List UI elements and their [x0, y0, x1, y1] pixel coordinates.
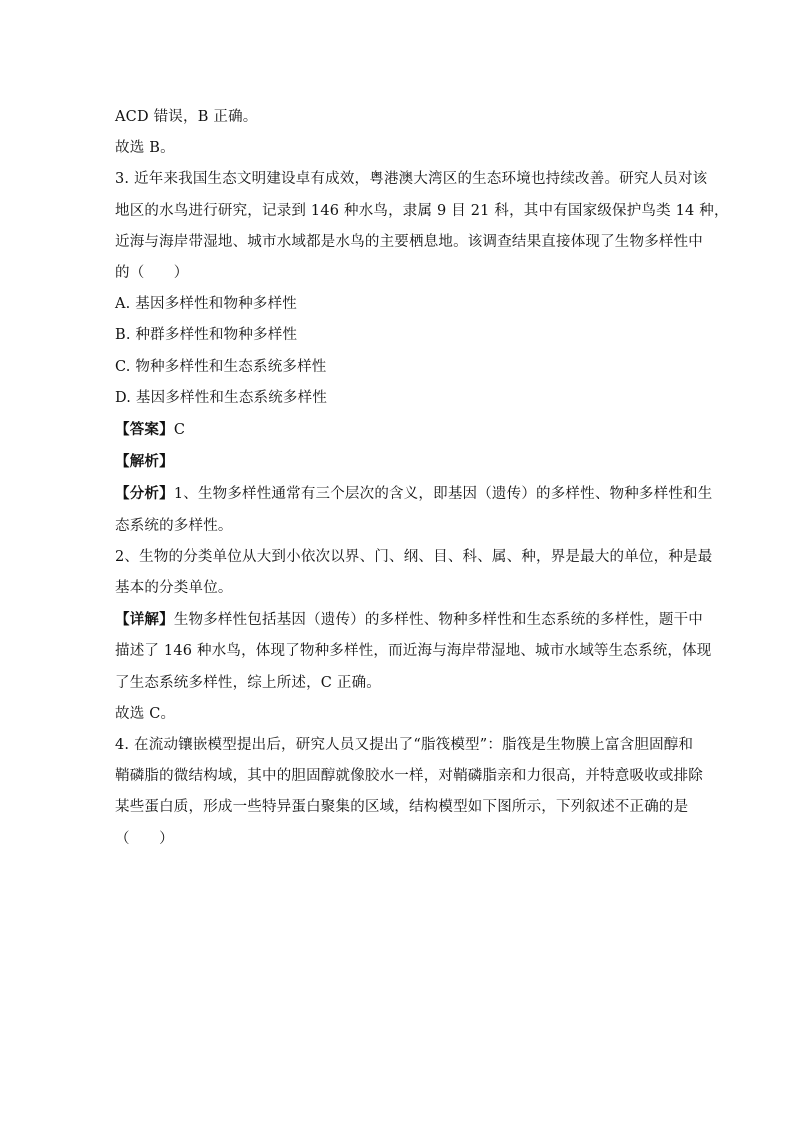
option-a: [115, 289, 685, 320]
option-c: [115, 352, 685, 383]
text-line: [115, 824, 685, 855]
line-text: 故选 C。: [115, 705, 176, 722]
line-text: 3. 近年来我国生态文明建设卓有成效，粤港澳大湾区的生态环境也持续改善。研究人员对该: [115, 171, 708, 188]
analysis-sub-tag: 【分析】: [115, 485, 174, 503]
line-text: 的（ ）: [115, 265, 189, 282]
text-line: [115, 258, 685, 289]
line-text: 2、生物的分类单位从大到小依次以界、门、纲、目、科、属、种，界是最大的单位，种是最: [115, 548, 713, 565]
line-text: C. 物种多样性和生态系统多样性: [115, 358, 327, 375]
text-line: [115, 196, 729, 227]
text-line: [115, 102, 685, 133]
line-text: 生物多样性包括基因（遗传）的多样性、物种多样性和生态系统的多样性，题干中: [173, 612, 704, 629]
text-line: [115, 542, 713, 573]
line-text: C: [173, 422, 186, 439]
line-text: 近海与海岸带湿地、城市水域都是水鸟的主要栖息地。该调查结果直接体现了生物多样性中: [115, 233, 703, 250]
line-text: 鞘磷脂的微结构域，其中的胆固醇就像胶水一样，对鞘磷脂亲和力很高，并特意吸收或排除: [115, 768, 703, 785]
line-text: 1、生物多样性通常有三个层次的含义，即基因（遗传）的多样性、物种多样性和生: [173, 486, 713, 503]
answer-line: [115, 414, 685, 446]
line-text: A. 基因多样性和物种多样性: [115, 296, 297, 313]
line-text: 了生态系统多样性，综上所述，C 正确。: [115, 674, 382, 691]
line-text: 故选 B。: [115, 140, 175, 157]
analysis-tag: 【解析】: [115, 453, 174, 471]
text-line: [115, 511, 685, 542]
line-text: 基本的分类单位。: [115, 580, 233, 597]
line-text: 态系统的多样性。: [115, 517, 233, 534]
text-line: [115, 699, 685, 730]
document-body: [115, 102, 729, 855]
answer-tag: 【答案】: [115, 421, 174, 439]
text-line: [115, 133, 685, 164]
analysis-line: [115, 478, 713, 510]
detail-tag: 【详解】: [115, 611, 174, 629]
line-text: B. 种群多样性和物种多样性: [115, 327, 298, 344]
text-line: [115, 573, 685, 604]
question-3-stem: [115, 164, 708, 195]
analysis-heading: [115, 446, 685, 478]
text-line: [115, 792, 689, 823]
text-line: [115, 636, 712, 667]
text-line: [115, 761, 703, 792]
line-text: 4. 在流动镶嵌模型提出后，研究人员又提出了“脂筏模型”：脂筏是生物膜上富含胆固醇和: [115, 737, 694, 754]
text-line: [115, 668, 685, 699]
text-line: [115, 227, 703, 258]
question-4-stem: [115, 730, 694, 761]
line-text: 地区的水鸟进行研究，记录到 146 种水鸟，隶属 9 目 21 科，其中有国家级保护鸟类 14 种，: [115, 202, 729, 219]
line-text: 描述了 146 种水鸟，体现了物种多样性，而近海与海岸带湿地、城市水域等生态系统，体现: [115, 643, 712, 660]
line-text: D. 基因多样性和生态系统多样性: [115, 389, 328, 406]
option-b: [115, 320, 685, 351]
line-text: ACD 错误，B 正确。: [115, 109, 258, 125]
detail-line: [115, 604, 704, 636]
option-d: [115, 383, 685, 414]
line-text: 某些蛋白质，形成一些特异蛋白聚集的区域，结构模型如下图所示，下列叙述不正确的是: [115, 799, 689, 816]
line-text: （ ）: [115, 830, 174, 847]
